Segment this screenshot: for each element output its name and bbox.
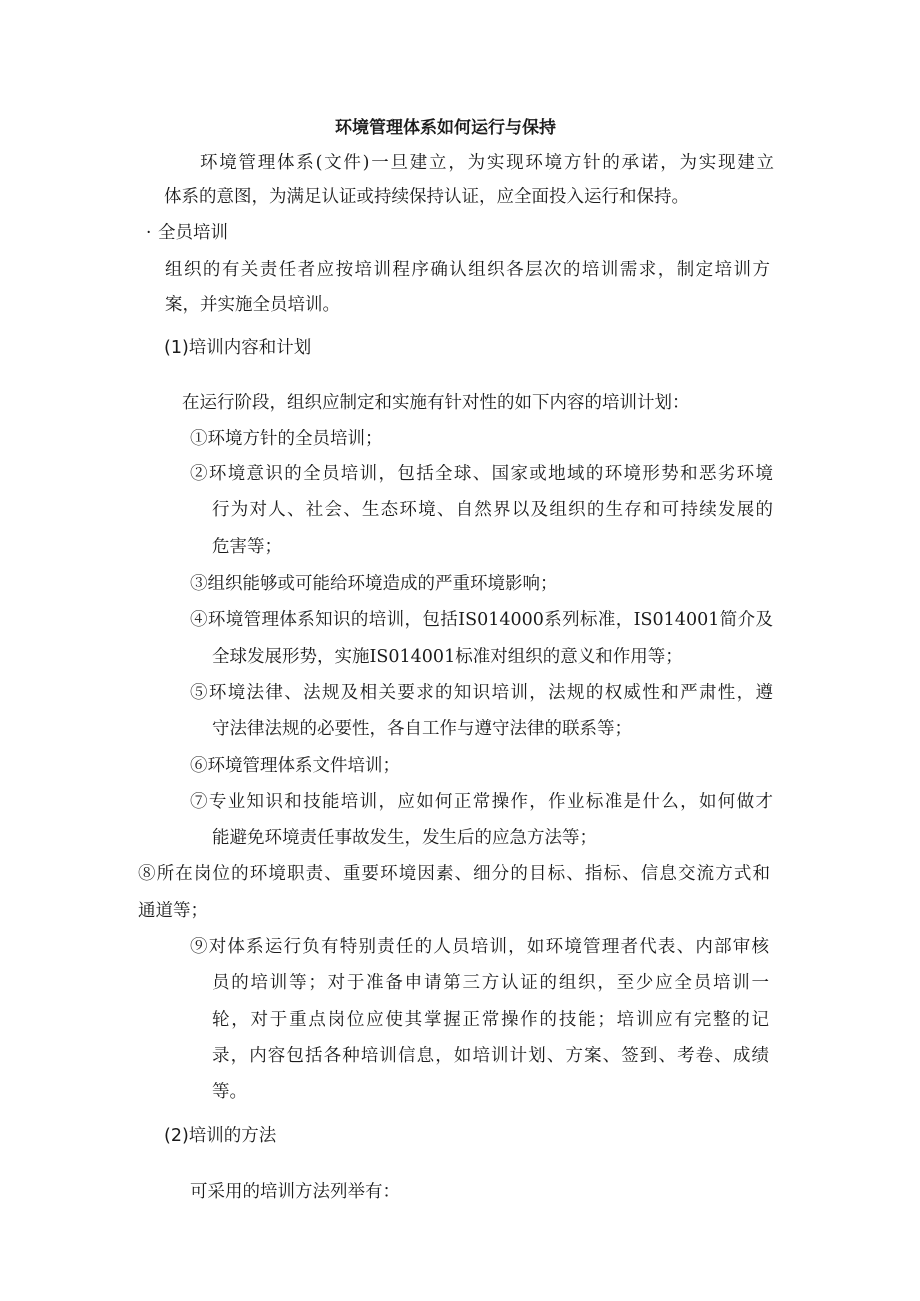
list-item-3: ③组织能够或可能给环境造成的严重环境影响；: [190, 574, 558, 594]
document-title: 环境管理体系如何运行与保持: [335, 118, 556, 138]
list-item-2-line-1: ②环境意识的全员培训，包括全球、国家或地域的环境形势和恶劣环境: [190, 464, 773, 484]
subsection-lead-text: 在运行阶段，组织应制定和实施有针对性的如下内容的培训计划：: [182, 393, 690, 413]
methods-lead-text: 可采用的培训方法列举有：: [190, 1182, 400, 1202]
section-paragraph-line-1: 组织的有关责任者应按培训程序确认组织各层次的培训需求，制定培训方: [165, 260, 770, 280]
list-item-8-line-1: ⑧所在岗位的环境职责、重要环境因素、细分的目标、指标、信息交流方式和: [138, 864, 770, 884]
list-item-9-line-1: ⑨对体系运行负有特别责任的人员培训，如环境管理者代表、内部审核: [190, 937, 769, 957]
list-item-7-line-1: ⑦专业知识和技能培训，应如何正常操作，作业标准是什么，如何做才: [190, 792, 773, 812]
list-item-4-line-2: 全球发展形势，实施IS014001标准对组织的意义和作用等；: [212, 647, 683, 667]
section-paragraph-line-2: 案，并实施全员培训。: [165, 295, 340, 315]
list-item-2-line-3: 危害等；: [212, 537, 282, 557]
list-item-7-line-2: 能避免环境责任事故发生，发生后的应急方法等；: [212, 828, 597, 848]
subsection-heading-content-plan: (1)培训内容和计划: [164, 338, 312, 358]
list-item-6: ⑥环境管理体系文件培训；: [190, 756, 400, 776]
list-item-5-line-1: ⑤环境法律、法规及相关要求的知识培训，法规的权威性和严肃性，遵: [190, 683, 773, 703]
list-item-1: ①环境方针的全员培训；: [190, 429, 383, 449]
list-item-2-line-2: 行为对人、社会、生态环境、自然界以及组织的生存和可持续发展的: [212, 500, 773, 520]
section-heading-training: 全员培训: [158, 223, 228, 243]
list-item-9-line-2: 员的培训等；对于准备申请第三方认证的组织，至少应全员培训一: [212, 973, 769, 993]
list-item-9-line-3: 轮，对于重点岗位应使其掌握正常操作的技能；培训应有完整的记: [212, 1010, 769, 1030]
list-item-9-line-5: 等。: [212, 1082, 247, 1102]
bullet-icon: ·: [146, 223, 152, 243]
subsection-heading-methods: (2)培训的方法: [164, 1126, 277, 1146]
list-item-4-line-1: ④环境管理体系知识的培训，包括IS014000系列标准，IS014001简介及: [190, 610, 773, 630]
list-item-9-line-4: 录，内容包括各种培训信息，如培训计划、方案、签到、考卷、成绩: [212, 1046, 769, 1066]
list-item-5-line-2: 守法律法规的必要性，各自工作与遵守法律的联系等；: [212, 719, 632, 739]
intro-paragraph-line-2: 体系的意图，为满足认证或持续保持认证，应全面投入运行和保持。: [164, 187, 689, 207]
list-item-8-line-2: 通道等；: [138, 901, 208, 921]
intro-paragraph-line-1: 环境管理体系(文件)一旦建立，为实现环境方针的承诺，为实现建立: [200, 153, 774, 173]
